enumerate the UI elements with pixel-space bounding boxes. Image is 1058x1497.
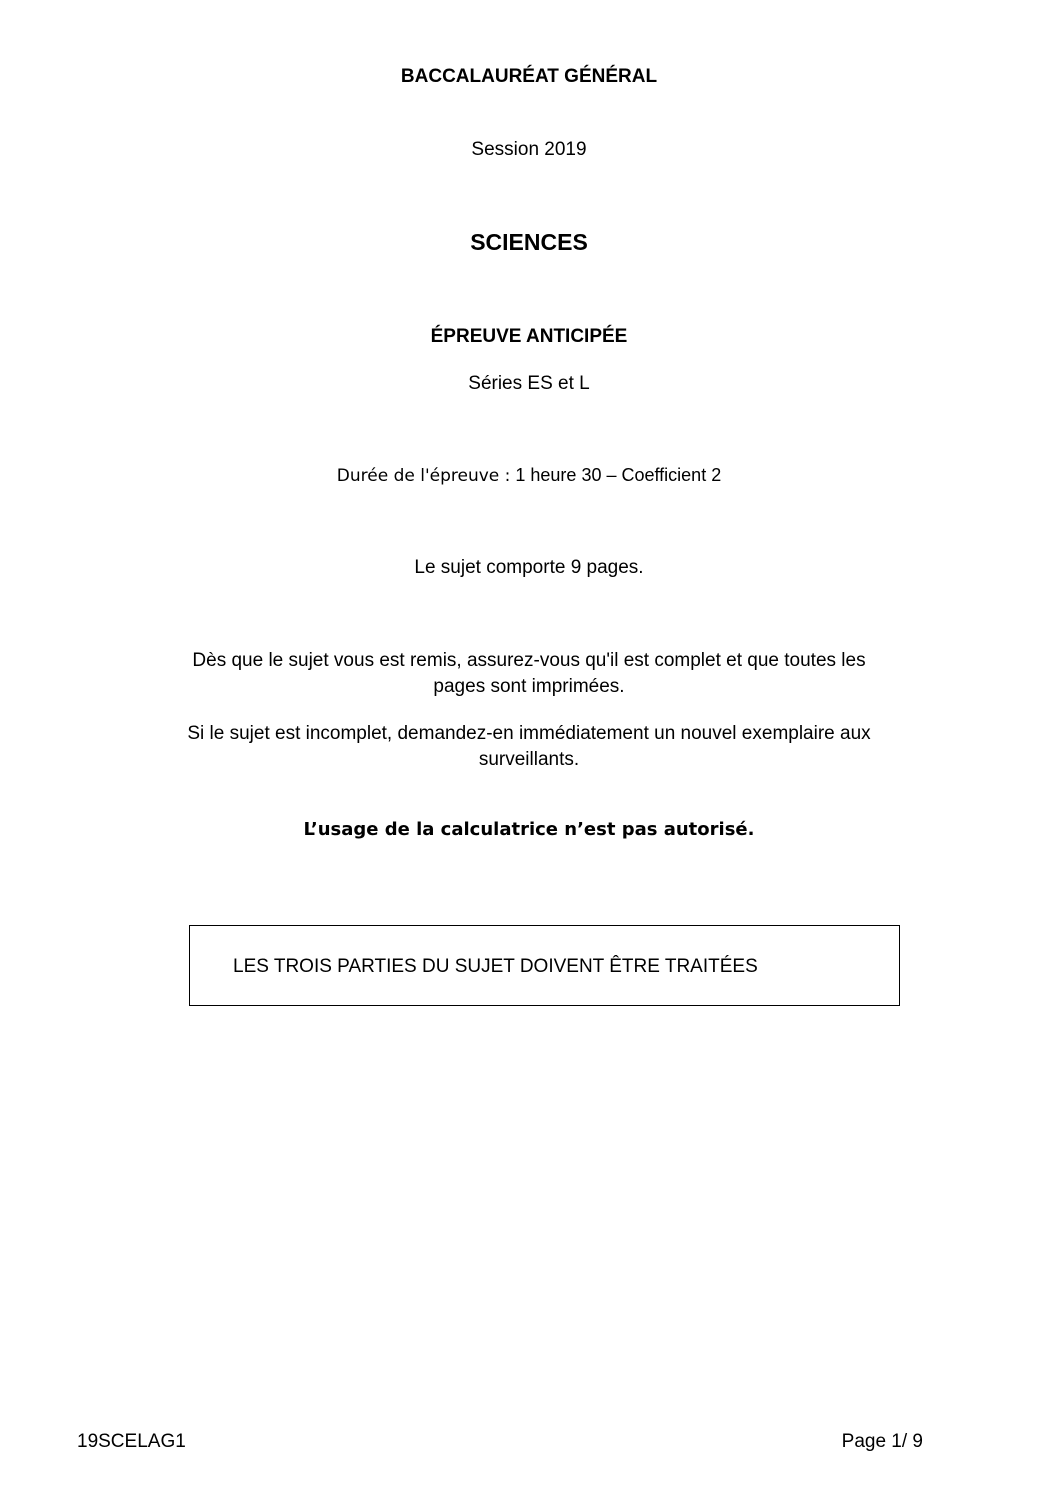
series-label: Séries ES et L [468,373,590,394]
instruction-line: Dès que le sujet vous est remis, assurez-vous qu'il est complet et que toutes les [192,650,866,671]
parts-notice-box [189,925,900,1006]
calculator-notice: L’usage de la calculatrice n’est pas autorisé. [303,819,755,840]
test-type-label: ÉPREUVE ANTICIPÉE [430,326,628,347]
duration-value: 1 heure 30 – Coefficient 2 [515,465,722,485]
exam-title: BACCALAURÉAT GÉNÉRAL [400,66,658,87]
incomplete-instruction [0,721,1058,773]
subject-title: SCIENCES [470,229,588,255]
duration-line [0,465,1058,486]
parts-notice-text: LES TROIS PARTIES DU SUJET DOIVENT ÊTRE TRAITÉES [233,956,758,977]
session-label: Session 2019 [471,139,587,160]
footer-page-number: Page 1/ 9 [841,1431,923,1452]
pages-count: Le sujet comporte 9 pages. [414,557,644,578]
completeness-instruction [0,648,1058,700]
footer-code: 19SCELAG1 [77,1431,186,1452]
instruction-line: Si le sujet est incomplet, demandez-en immédiatement un nouvel exemplaire aux [187,723,871,744]
instruction-line: surveillants. [478,749,580,770]
duration-label: Durée de l'épreuve : [336,466,511,486]
instruction-line: pages sont imprimées. [433,676,625,697]
